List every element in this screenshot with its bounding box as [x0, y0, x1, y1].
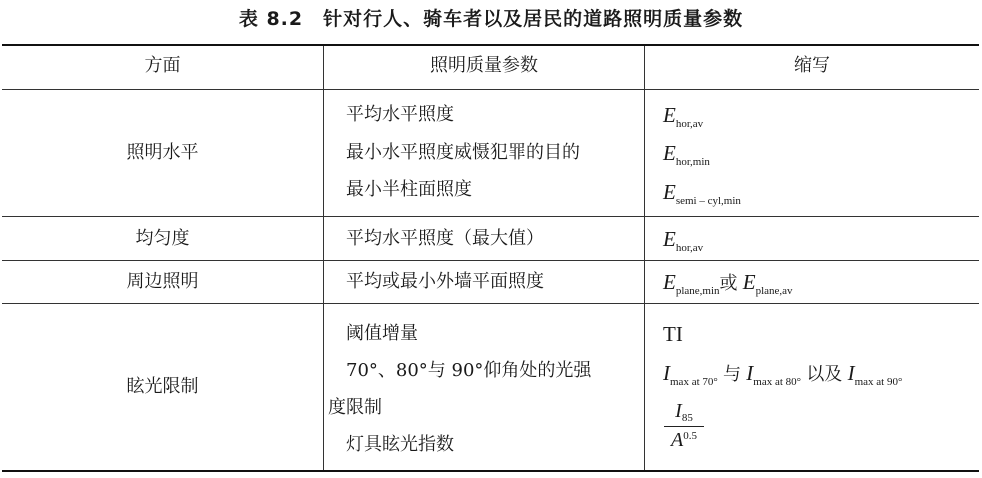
row4-abbr-ti: TI — [663, 322, 683, 346]
row3-abbr: $E_{plane,min}$或 $E_{plane,av}$ — [663, 270, 793, 297]
top-rule — [2, 44, 979, 46]
row1-param-1: 平均水平照度 — [346, 104, 454, 125]
fraction-denominator: $A^{0.5}$ — [671, 429, 697, 451]
row4-abbr-fraction — [664, 400, 704, 452]
column-divider-1 — [323, 46, 324, 470]
row-rule-3 — [2, 303, 979, 304]
row4-param-3: 度限制 — [328, 397, 382, 418]
fraction-numerator: $I_{85}$ — [675, 400, 693, 424]
row1-abbr-2: $E_{hor,min}$ — [663, 141, 710, 168]
header-rule — [2, 89, 979, 90]
row4-param-2: 70°、80°与 90°仰角处的光强 — [346, 360, 592, 381]
row1-aspect: 照明水平 — [126, 142, 199, 163]
row2-param-1: 平均水平照度（最大值） — [346, 228, 544, 249]
column-divider-2 — [644, 46, 645, 470]
table-number: 表 8.2 — [238, 8, 304, 30]
row4-aspect: 眩光限制 — [126, 376, 199, 397]
table-caption: 针对行人、骑车者以及居民的道路照明质量参数 — [323, 8, 744, 30]
row1-param-2: 最小水平照度威慑犯罪的目的 — [346, 142, 580, 163]
row-rule-1 — [2, 216, 979, 217]
row2-abbr-1: $E_{hor,av}$ — [663, 227, 704, 254]
row-rule-2 — [2, 260, 979, 261]
header-aspect: 方面 — [144, 55, 181, 76]
table-title — [0, 4, 982, 31]
fraction-bar — [664, 426, 704, 427]
row2-aspect: 均匀度 — [135, 228, 190, 249]
row4-abbr-intensity: $I_{max at 70^\circ}$ 与 $I_{max at 80^\circ}$ 以及 $I_{max at 90^\circ}$ — [663, 361, 903, 388]
bottom-rule — [2, 470, 979, 472]
row4-param-1: 阈值增量 — [346, 323, 418, 344]
row1-abbr-1: $E_{hor,av}$ — [663, 103, 704, 130]
row1-abbr-3: $E_{semi - cyl,min}$ — [663, 180, 741, 207]
header-abbreviation: 缩写 — [794, 55, 830, 76]
row4-param-4: 灯具眩光指数 — [346, 434, 454, 455]
header-parameter: 照明质量参数 — [430, 55, 538, 76]
row3-param-1: 平均或最小外墙平面照度 — [346, 271, 544, 292]
row3-aspect: 周边照明 — [126, 271, 199, 292]
row1-param-3: 最小半柱面照度 — [346, 179, 472, 200]
